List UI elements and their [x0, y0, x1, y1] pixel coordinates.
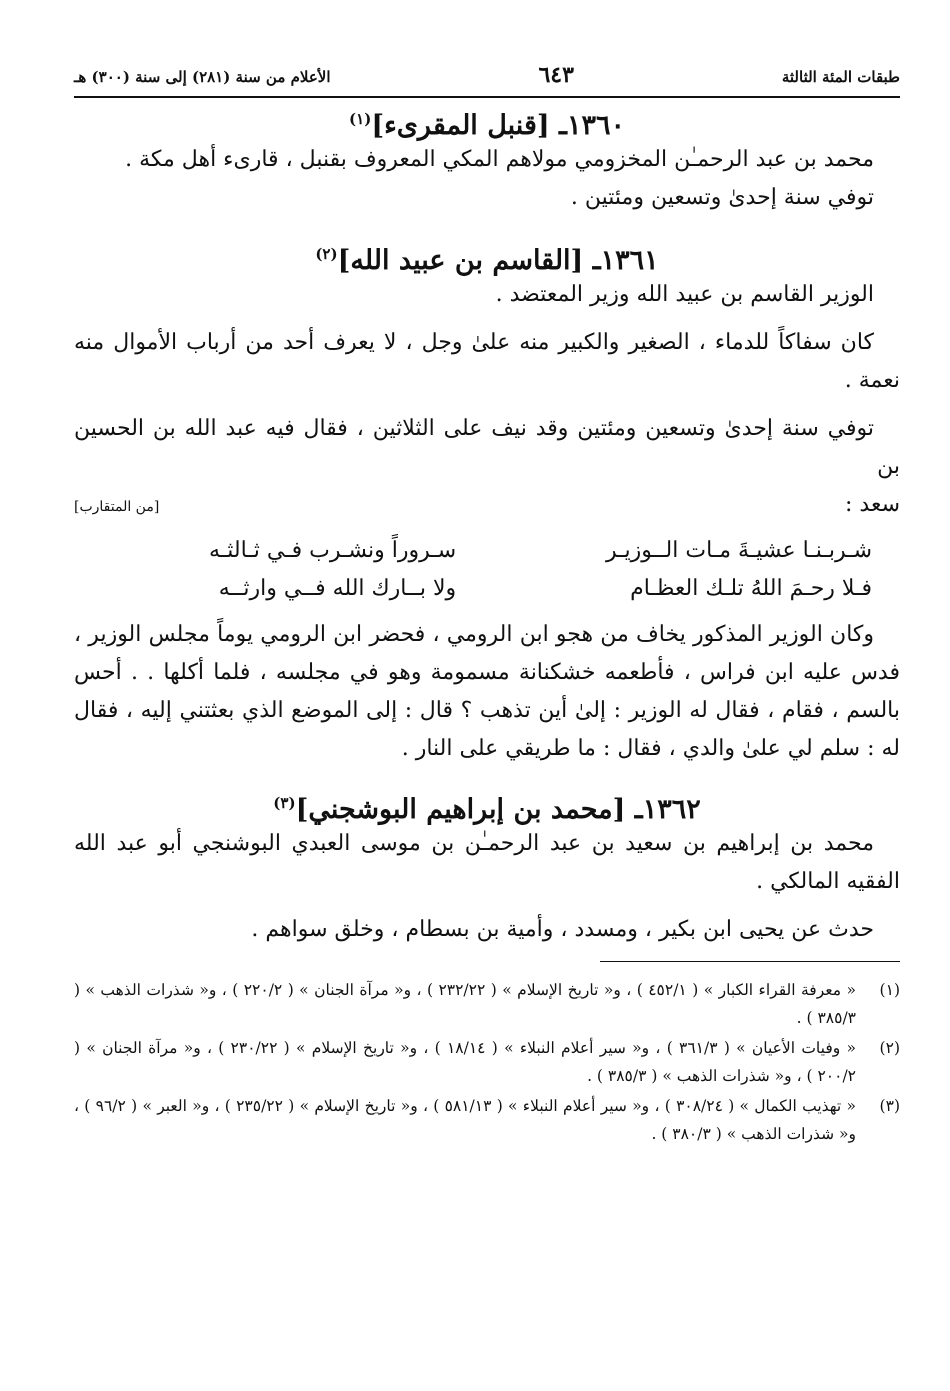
entry-1361-paragraph: كان سفاكاً للدماء ، الصغير والكبير منه علىٰ وجل ، لا يعرف أحد من أرباب الأموال منه نعمة . — [74, 330, 900, 393]
entry-1362-paragraph: محمد بن إبراهيم بن سعيد بن عبد الرحمـٰن بن موسى العبدي البوشنجي أبو عبد الله الفقيه المالكي . — [74, 831, 900, 894]
entry-1360-paragraph: توفي سنة إحدىٰ وتسعين ومئتين . — [570, 185, 874, 210]
entry-1362-title: ١٣٦٢ـ [محمد بن إبراهيم البوشجني]$^{(٣)}$ — [273, 794, 701, 825]
footnote-number: (٣) — [879, 1097, 900, 1115]
footnote-text: « معرفة القراء الكبار » ( ٤٥٢/١ ) ، و« تاريخ الإسلام » ( ٢٣٢/٢٢ ) ، و« مرآة الجنان » ( ٢٢٠/٢ ) ، و« شذرات الذهب » ( ٣٨٥/٣ ) . — [74, 981, 856, 1027]
entry-1360-paragraph: محمد بن عبد الرحمـٰن المخزومي مولاهم المكي المعروف بقنبل ، قارىء أهل مكة . — [125, 147, 874, 172]
footnote-divider — [600, 961, 900, 962]
poem-verse — [74, 532, 900, 570]
verse-second-hemistich: سـروراً ونشـرب فـي ثـالثـه — [209, 538, 457, 563]
verse-first-hemistich: فـلا رحـمَ اللهُ تلـك العظـام — [630, 576, 872, 601]
footnote-number: (١) — [879, 981, 900, 999]
footnote-number: (٢) — [879, 1039, 900, 1057]
footnote-ref-1: (١) — [349, 110, 372, 128]
footnote — [74, 976, 900, 1032]
footnote-text: « تهذيب الكمال » ( ٣٠٨/٢٤ ) ، و« سير أعلام النبلاء » ( ٥٨١/١٣ ) ، و« تاريخ الإسلام » ( ٢٣٥/٢٢ ) ، و« العبر » ( ٩٦/٢ ) ، و« شذرات الذهب » ( ٣٨٠/٣ ) . — [74, 1097, 857, 1143]
verse-second-hemistich: ولا بــارك الله فــي وارثــه — [218, 576, 457, 601]
poem-verses — [74, 532, 900, 608]
page-number: ٦٤٣ — [538, 62, 574, 88]
book-page — [74, 62, 900, 1150]
entry-1361-paragraph: الوزير القاسم بن عبيد الله وزير المعتضد . — [495, 282, 874, 307]
footnotes — [74, 976, 900, 1148]
poem-intro-text: سعد : — [845, 492, 900, 517]
entry-1360-title: ١٣٦٠ـ [قنبل المقرىء]$^{(١)}$ — [349, 110, 625, 141]
entry-1361-closing-paragraph: وكان الوزير المذكور يخاف من هجو ابن الرومي ، فحضر ابن الرومي يوماً مجلس الوزير ، فدس عليه ابن فراس ، فأطعمه خشكنانة مسمومة وهو في مجلسه ، فلما أكلها . . أحس بالسم ، فقام ، فقال له الوزير : إلىٰ أين تذهب ؟ قال : إلى الموضع الذي بعثتني إليه ، فقال له : سلم لي علىٰ والدي ، فقال : ما طريقي على النار . — [74, 622, 900, 761]
entry-1362-paragraph: حدث عن يحيى ابن بكير ، ومسدد ، وأمية بن بسطام ، وخلق سواهم . — [251, 917, 874, 942]
poem-intro-line — [74, 486, 900, 526]
verse-first-hemistich: شـربـنـا عشيـةَ مـات الــوزيـر — [605, 538, 872, 563]
running-header — [74, 62, 900, 98]
header-section-title: طبقات المئة الثالثة — [781, 68, 900, 86]
poem-meter-label: [من المتقارب] — [74, 499, 160, 515]
entry-1361-title: ١٣٦١ـ [القاسم بن عبيد الله]$^{(٢)}$ — [315, 245, 659, 276]
footnote-ref-2: (٢) — [315, 245, 338, 263]
footnote — [74, 1034, 900, 1090]
footnote — [74, 1092, 900, 1148]
entry-1361-paragraph: توفي سنة إحدىٰ وتسعين ومئتين وقد نيف على الثلاثين ، فقال فيه عبد الله بن الحسين بن — [74, 416, 900, 479]
poem-verse — [74, 570, 900, 608]
footnote-text: « وفيات الأعيان » ( ٣٦١/٣ ) ، و« سير أعلام النبلاء » ( ١٨/١٤ ) ، و« تاريخ الإسلام » ( ٢٣٠/٢٢ ) ، و« مرآة الجنان » ( ٢٠٠/٢ ) ، و« شذرات الذهب » ( ٣٨٥/٣ ) . — [74, 1039, 856, 1085]
header-range-title: الأعلام من سنة (٢٨١) إلى سنة (٣٠٠) هـ — [74, 68, 331, 86]
footnote-ref-3: (٣) — [273, 794, 296, 812]
